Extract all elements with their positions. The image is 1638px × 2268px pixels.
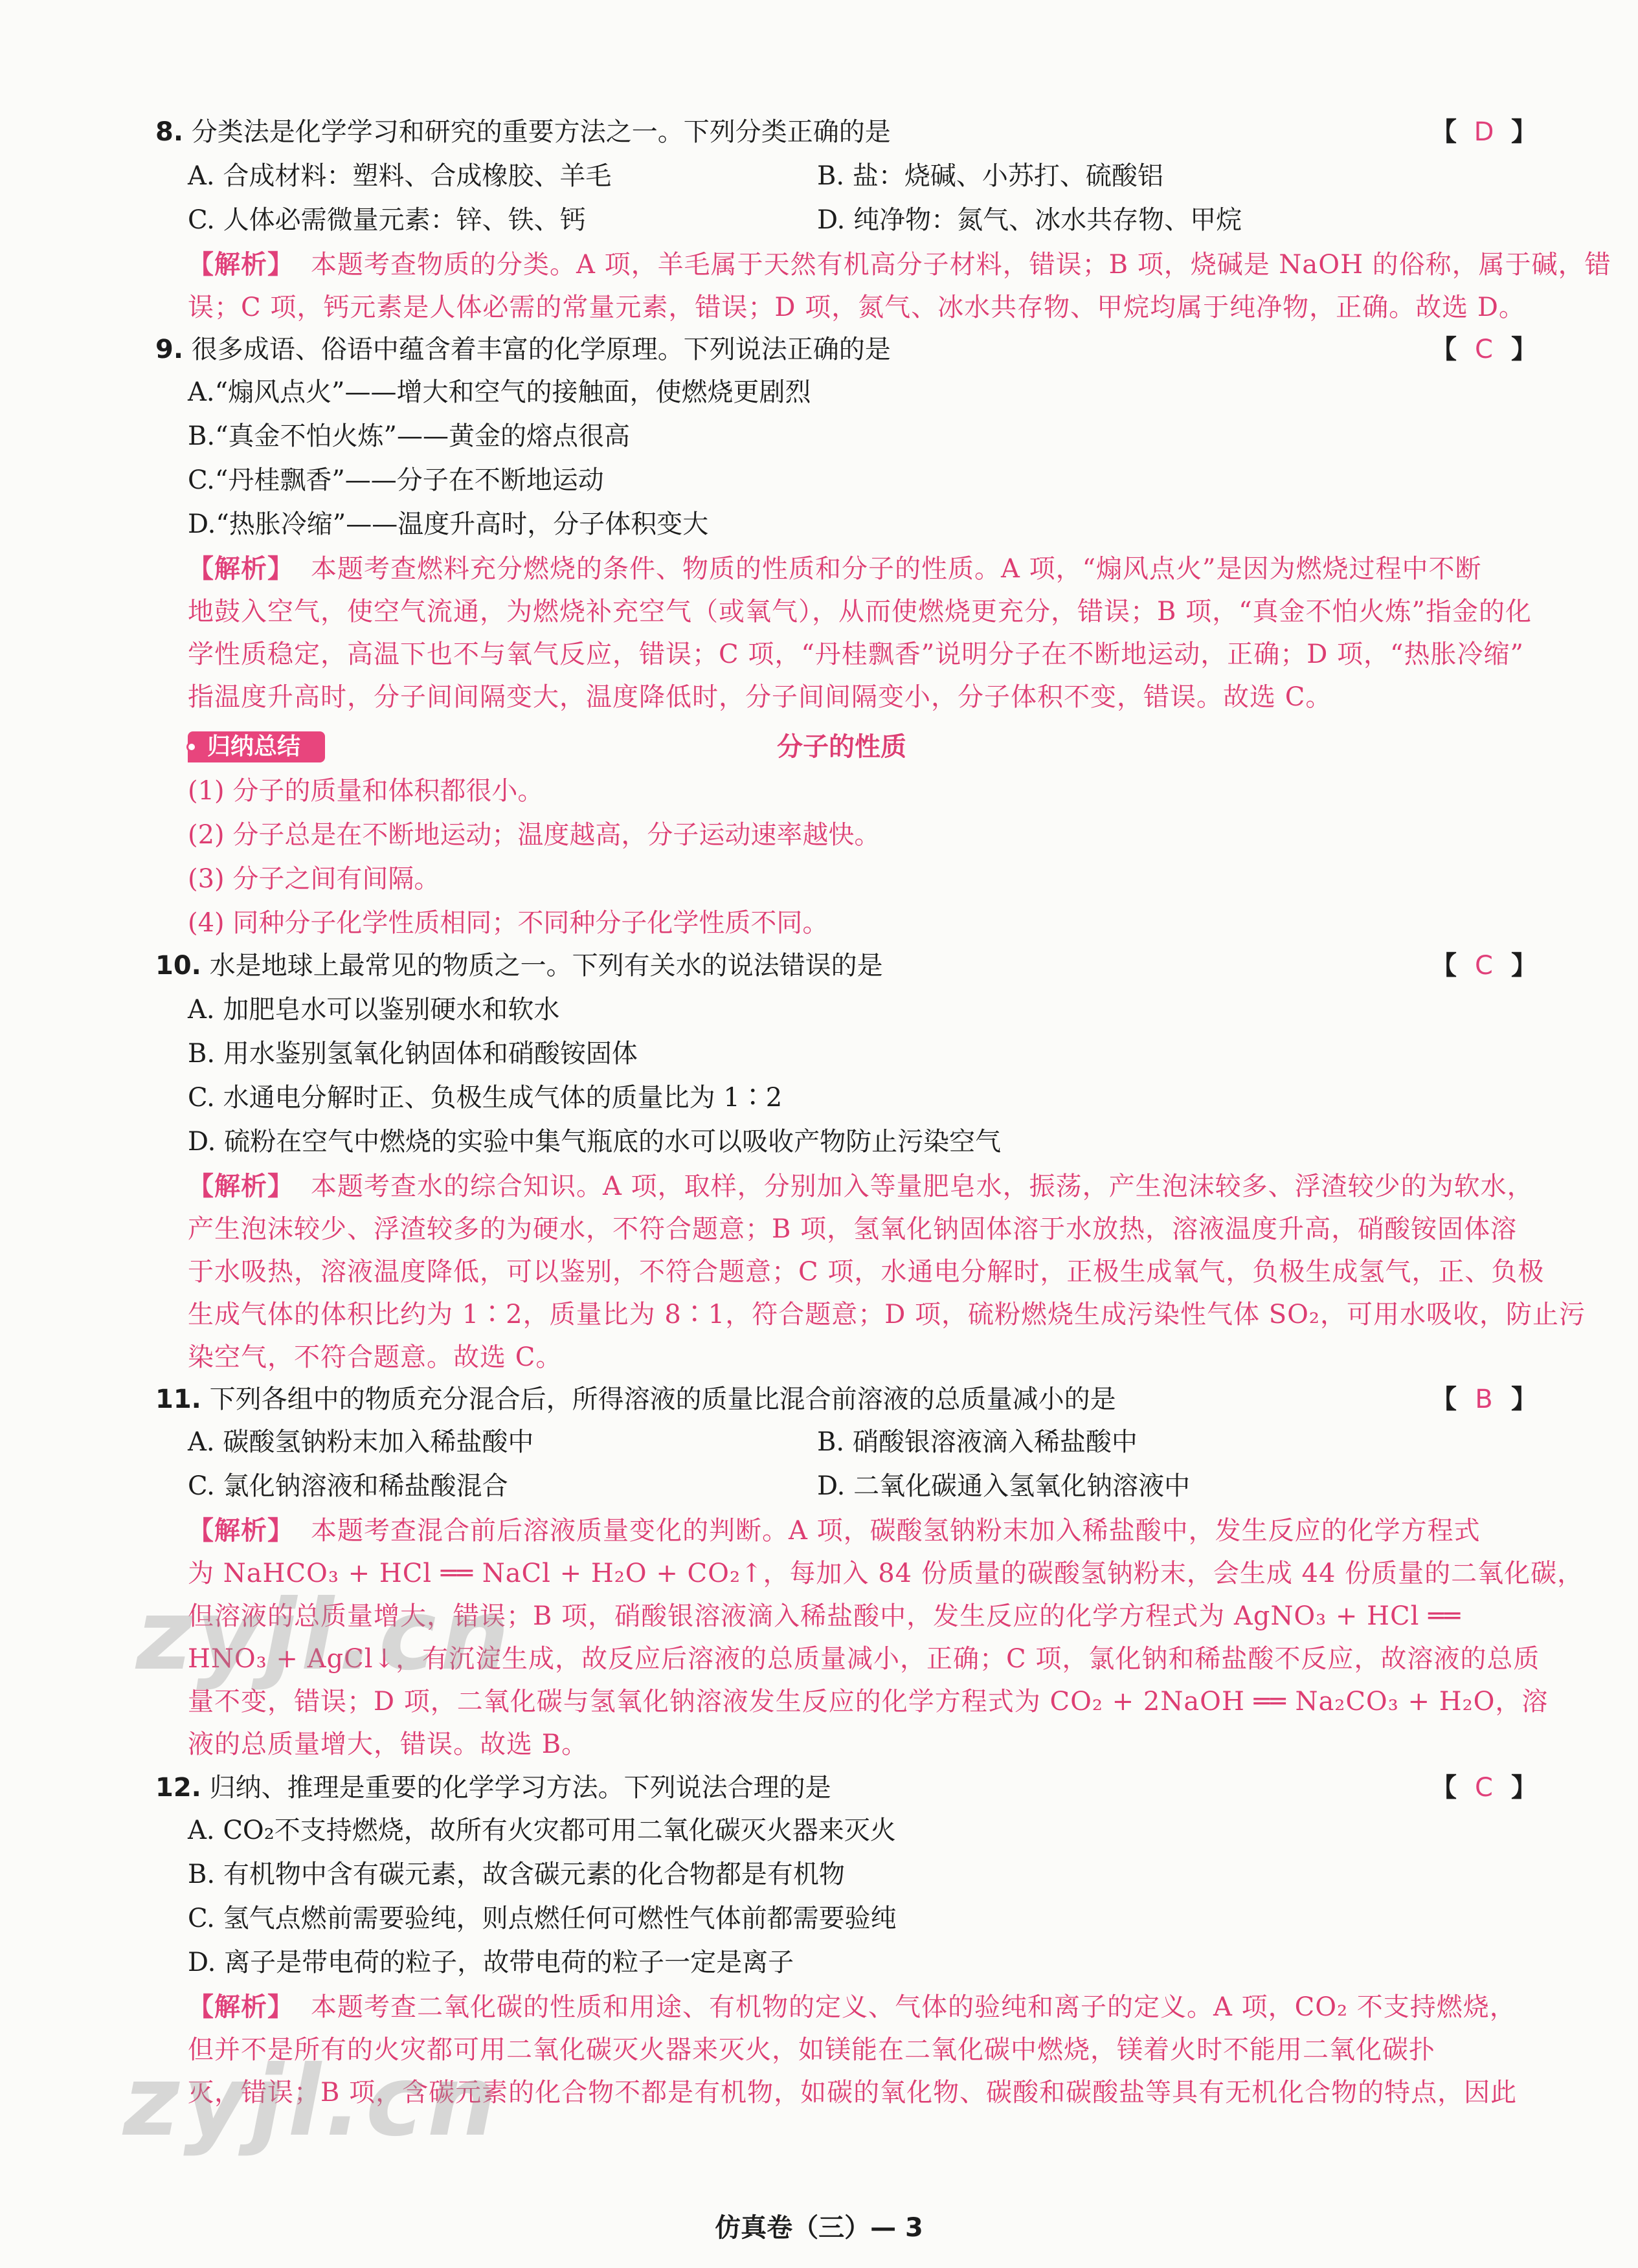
q11-answer: B [1475, 1384, 1493, 1414]
q11-explanation-line: 液的总质量增大，错误。故选 B。 [188, 1729, 589, 1759]
explain-label: 【解析】 [188, 1992, 294, 2022]
q11-number: 11. [155, 1384, 201, 1414]
q11-explanation-line: 【解析】 本题考查混合前后溶液质量变化的判断。A 项，碳酸氢钠粉末加入稀盐酸中，发生反应的化学方程式 [188, 1516, 1481, 1546]
q12-explanation-line: 【解析】 本题考查二氧化碳的性质和用途、有机物的定义、气体的验纯和离子的定义。A 项，CO₂ 不支持燃烧， [188, 1992, 1516, 2022]
q8-explanation-line: 误；C 项，钙元素是人体必需的常量元素，错误；D 项，氮气、冰水共存物、甲烷均属于纯净物，正确。故选 D。 [188, 293, 1525, 322]
q10-explanation-line: 产生泡沫较少、浮渣较多的为硬水，不符合题意；B 项，氢氧化钠固体溶于水放热，溶液温度升高，硝酸铵固体溶 [188, 1214, 1518, 1244]
q11-explanation-line: 但溶液的总质量增大，错误；B 项，硝酸银溶液滴入稀盐酸中，发生反应的化学方程式为 AgNO₃ + HCl ══ [188, 1601, 1461, 1631]
q12-answer: C [1475, 1773, 1493, 1803]
q9-explanation-line: 学性质稳定，高温下也不与氧气反应，错误；C 项，“丹桂飘香”说明分子在不断地运动，正确；D 项，“热胀冷缩” [188, 639, 1524, 669]
q9-number: 9. [155, 335, 184, 364]
summary-dot-icon [186, 742, 197, 752]
q11-explanation-line: 量不变，错误；D 项，二氧化碳与氢氧化钠溶液发生反应的化学方程式为 CO₂ + 2NaOH ══ Na₂CO₃ + H₂O，溶 [188, 1687, 1549, 1717]
explain-label: 【解析】 [188, 1516, 294, 1546]
q9-option-c: C.“丹桂飘香”——分子在不断地运动 [188, 465, 604, 495]
q8-answer: D [1474, 117, 1494, 147]
page-footer: 仿真卷（三）— 3 [715, 2213, 923, 2243]
q10-explanation-line: 于水吸热，溶液温度降低，可以鉴别，不符合题意；C 项，水通电分解时，正极生成氧气，负极生成氢气，正、负极 [188, 1257, 1545, 1287]
summary-tag: 归纳总结 [188, 731, 325, 762]
q11-explanation-line: HNO₃ + AgCl↓，有沉淀生成，故反应后溶液的总质量减小，正确；C 项，氯化钠和稀盐酸不反应，故溶液的总质 [188, 1644, 1540, 1674]
q12-option-d: D. 离子是带电荷的粒子，故带电荷的粒子一定是离子 [188, 1948, 794, 1977]
watermark-logo: zyjl.cn [136, 1579, 513, 1692]
q12-explanation-line: 但并不是所有的火灾都可用二氧化碳灭火器来灭火，如镁能在二氧化碳中燃烧，镁着火时不能用二氧化碳扑 [188, 2035, 1435, 2065]
q8-answer-box: 【 D 】 [1431, 114, 1537, 150]
q12-explanation-line: 灭，错误；B 项，含碳元素的化合物不都是有机物，如碳的氧化物、碳酸和碳酸盐等具有无机化合物的特点，因此 [188, 2078, 1518, 2107]
q11-answer-box: 【 B 】 [1431, 1381, 1537, 1418]
q12-number: 12. [155, 1773, 201, 1803]
q10-explanation-line: 【解析】 本题考查水的综合知识。A 项，取样，分别加入等量肥皂水，振荡，产生泡沫较多、浮渣较少的为软水， [188, 1172, 1534, 1201]
q11-stem [155, 1381, 1116, 1418]
q9-stem [155, 331, 891, 368]
summary-title: 分子的性质 [777, 732, 906, 762]
q8-option-a: A. 合成材料：塑料、合成橡胶、羊毛 [188, 161, 612, 191]
q8-number: 8. [155, 117, 184, 147]
summary-item: (4) 同种分子化学性质相同；不同种分子化学性质不同。 [188, 908, 829, 938]
q10-option-a: A. 加肥皂水可以鉴别硬水和软水 [188, 995, 560, 1025]
q10-answer-box: 【 C 】 [1431, 948, 1537, 984]
q10-option-d: D. 硫粉在空气中燃烧的实验中集气瓶底的水可以吸收产物防止污染空气 [188, 1127, 1002, 1157]
q11-option-c: C. 氯化钠溶液和稀盐酸混合 [188, 1471, 508, 1501]
q12-answer-box: 【 C 】 [1431, 1770, 1537, 1806]
q10-explanation-line: 染空气，不符合题意。故选 C。 [188, 1342, 563, 1372]
q10-stem [155, 948, 883, 984]
q9-option-b: B.“真金不怕火炼”——黄金的熔点很高 [188, 421, 631, 451]
watermark-logo: zyjl.cn [123, 2045, 500, 2158]
summary-item: (3) 分子之间有间隔。 [188, 864, 440, 894]
q12-stem [155, 1770, 831, 1806]
explain-label: 【解析】 [188, 1172, 294, 1201]
q9-stem-text: 很多成语、俗语中蕴含着丰富的化学原理。下列说法正确的是 [191, 335, 891, 364]
q9-option-a: A.“煽风点火”——增大和空气的接触面，使燃烧更剧烈 [188, 377, 811, 407]
q12-option-c: C. 氢气点燃前需要验纯，则点燃任何可燃性气体前都需要验纯 [188, 1904, 897, 1933]
q10-answer: C [1475, 951, 1493, 981]
q11-explanation-line: 为 NaHCO₃ + HCl ══ NaCl + H₂O + CO₂↑，每加入 84 份质量的碳酸氢钠粉末，会生成 44 份质量的二氧化碳， [188, 1559, 1584, 1588]
summary-item: (1) 分子的质量和体积都很小。 [188, 776, 544, 806]
q8-stem [155, 114, 891, 150]
q11-option-a: A. 碳酸氢钠粉末加入稀盐酸中 [188, 1427, 534, 1457]
q9-explanation-line: 地鼓入空气，使空气流通，为燃烧补充空气（或氧气），从而使燃烧更充分，错误；B 项，“真金不怕火炼”指金的化 [188, 597, 1532, 627]
q9-option-d: D.“热胀冷缩”——温度升高时，分子体积变大 [188, 509, 709, 539]
q8-option-d: D. 纯净物：氮气、冰水共存物、甲烷 [817, 205, 1242, 235]
q10-number: 10. [155, 951, 201, 981]
q10-option-b: B. 用水鉴别氢氧化钠固体和硝酸铵固体 [188, 1039, 638, 1069]
q9-answer-box: 【 C 】 [1431, 331, 1537, 368]
q10-explanation-line: 生成气体的体积比约为 1∶2，质量比为 8∶1，符合题意；D 项，硫粉燃烧生成污染性气体 SO₂，可用水吸收，防止污 [188, 1300, 1586, 1329]
q8-option-b: B. 盐：烧碱、小苏打、硫酸铝 [817, 161, 1163, 191]
explain-label: 【解析】 [188, 554, 294, 584]
q11-option-b: B. 硝酸银溶液滴入稀盐酸中 [817, 1427, 1138, 1457]
q8-explanation-line: 【解析】 本题考查物质的分类。A 项，羊毛属于天然有机高分子材料，错误；B 项，烧碱是 NaOH 的俗称，属于碱，错 [188, 250, 1611, 280]
q8-option-c: C. 人体必需微量元素：锌、铁、钙 [188, 205, 586, 235]
q9-explanation-line: 指温度升高时，分子间间隔变大，温度降低时，分子间间隔变小，分子体积不变，错误。故选 C。 [188, 682, 1332, 712]
q8-stem-text: 分类法是化学学习和研究的重要方法之一。下列分类正确的是 [191, 117, 891, 147]
q12-option-b: B. 有机物中含有碳元素，故含碳元素的化合物都是有机物 [188, 1860, 845, 1889]
explain-label: 【解析】 [188, 250, 294, 280]
q12-stem-text: 归纳、推理是重要的化学学习方法。下列说法合理的是 [209, 1773, 831, 1803]
q12-option-a: A. CO₂不支持燃烧，故所有火灾都可用二氧化碳灭火器来灭火 [188, 1816, 896, 1845]
q9-answer: C [1475, 335, 1493, 364]
q10-stem-text: 水是地球上最常见的物质之一。下列有关水的说法错误的是 [209, 951, 883, 981]
q10-option-c: C. 水通电分解时正、负极生成气体的质量比为 1∶2 [188, 1083, 783, 1113]
q9-explanation-line: 【解析】 本题考查燃料充分燃烧的条件、物质的性质和分子的性质。A 项，“煽风点火”是因为燃烧过程中不断 [188, 554, 1482, 584]
q11-stem-text: 下列各组中的物质充分混合后，所得溶液的质量比混合前溶液的总质量减小的是 [209, 1384, 1116, 1414]
summary-item: (2) 分子总是在不断地运动；温度越高，分子运动速率越快。 [188, 820, 881, 850]
q11-option-d: D. 二氧化碳通入氢氧化钠溶液中 [817, 1471, 1191, 1501]
